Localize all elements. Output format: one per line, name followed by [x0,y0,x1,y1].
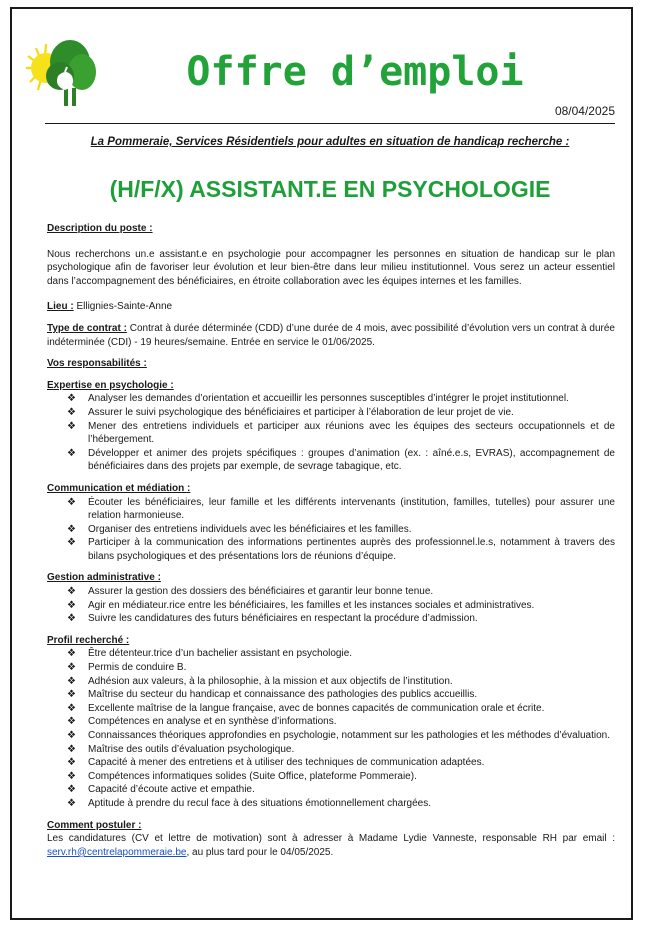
profile-heading: Profil recherché : [47,634,130,646]
header-divider [45,123,615,124]
contract-label: Type de contrat : [47,322,127,334]
description-heading: Description du poste : [47,223,153,234]
list-item: ❖ Compétences en analyse et en synthèse d’informations. [47,715,615,729]
list-item: ❖ Maîtrise du secteur du handicap et connaissance des pathologies des publics accueillis. [47,688,615,702]
apply-instructions: Les candidatures (CV et lettre de motivation) sont à adresser à Madame Lydie Vanneste, responsable RH par email : [47,833,615,845]
list-item: ❖ Capacité d’écoute active et empathie. [47,783,615,797]
contract-value: Contrat à durée déterminée (CDD) d’une durée de 4 mois, avec possibilité d’évolution vers un contrat à durée indéterminée (CDI) - 19 heures/semaine. Entrée en service le 01/06/2025. [47,322,615,348]
apply-text [47,832,615,859]
description-text: Nous recherchons un.e assistant.e en psychologie pour accompagner les personnes en situation de handicap sur le plan psychologique afin de favoriser leur évolution et leur bien-être dans leur milieu institutionnel. Vous serez un acteur essentiel dans l’accompagnement des bénéficiaires, en étroite collaboration avec les équipes internes et les familles. [47,248,615,287]
apply-deadline: , au plus tard pour le 04/05/2025. [186,846,334,858]
list-item: ❖ Suivre les candidatures des futurs bénéficiaires en respectant la procédure d’admission. [47,612,615,626]
list-item: ❖ Excellente maîtrise de la langue française, avec de bonnes capacités de communication orale et écrite. [47,702,615,716]
location-line [47,300,615,314]
email-link[interactable]: serv.rh@centrelapommeraie.be [47,846,187,858]
offer-date: 08/04/2025 [554,104,615,118]
list-item: ❖ Adhésion aux valeurs, à la philosophie, à la mission et aux objectifs de l’institution. [47,675,615,689]
contract-line [47,322,615,349]
organization-subtitle: La Pommeraie, Services Résidentiels pour adultes en situation de handicap recherche : [90,136,570,148]
list-item: ❖ Compétences informatiques solides (Suite Office, plateforme Pommeraie). [47,770,615,784]
list-item: ❖ Agir en médiateur.rice entre les bénéficiaires, les familles et les instances sociales et administratives. [47,599,615,613]
communication-list [47,496,615,564]
apple-tree-sun-logo [22,28,102,108]
expertise-list [47,392,615,474]
list-item: ❖ Capacité à mener des entretiens et à utiliser des techniques de communication adaptées. [47,756,615,770]
list-item: ❖ Assurer la gestion des dossiers des bénéficiaires et garantir leur bonne tenue. [47,585,615,599]
list-item: ❖ Connaissances théoriques approfondies en psychologie, notamment sur les pathologies et les méthodes d’évaluation. [47,729,615,743]
list-item: ❖ Assurer le suivi psychologique des bénéficiaires et participer à l’élaboration de leur projet de vie. [47,406,615,420]
location-label: Lieu : [47,301,74,313]
list-item: ❖ Organiser des entretiens individuels avec les bénéficiaires et les familles. [47,523,615,537]
section-heading-communication: Communication et médiation : [47,482,191,494]
section-heading-administrative: Gestion administrative : [47,572,161,584]
responsibilities-heading: Vos responsabilités : [47,358,147,370]
section-heading-expertise: Expertise en psychologie : [47,379,174,391]
page-title: Offre d’emploi [186,49,524,95]
list-item: ❖ Aptitude à prendre du recul face à des situations émotionnellement chargées. [47,797,615,811]
list-item: ❖ Permis de conduire B. [47,661,615,675]
list-item: ❖ Écouter les bénéficiaires, leur famille et les différents intervenants (institution, familles, tutelles) pour assurer une relation harmonieuse. [47,496,615,523]
offer-content [47,222,615,859]
job-title: (H/F/X) ASSISTANT.E EN PSYCHOLOGIE [109,176,551,202]
list-item: ❖ Analyser les demandes d’orientation et accueillir les personnes susceptibles d’intégrer le projet institutionnel. [47,392,615,406]
profile-list [47,647,615,810]
list-item: ❖ Participer à la communication des informations pertinentes auprès des professionnel.le.s, notamment à travers des bilans psychologiques et des présentations lors de réunions d’équipe. [47,536,615,563]
list-item: ❖ Mener des entretiens individuels et participer aux réunions avec les équipes des secteurs occupationnels et de l’hébergement. [47,420,615,447]
list-item: ❖ Maîtrise des outils d’évaluation psychologique. [47,743,615,757]
list-item: ❖ Être détenteur.trice d’un bachelier assistant en psychologie. [47,647,615,661]
list-item: ❖ Développer et animer des projets spécifiques : groupes d’animation (ex. : aîné.e.s, EVRAS), accompagnement de bénéficiaires dans des projets par exemple, de sevrage tabagique, etc. [47,447,615,474]
location-value: Ellignies-Sainte-Anne [76,301,173,313]
administrative-list [47,585,615,626]
apply-heading: Comment postuler : [47,819,142,831]
